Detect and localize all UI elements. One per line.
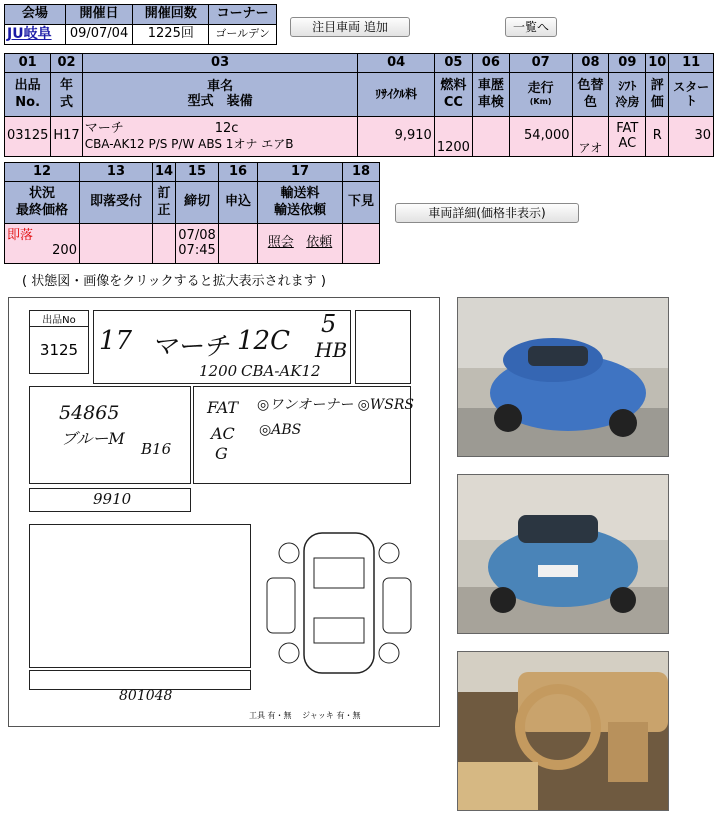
status-cell bbox=[5, 224, 80, 264]
col-num: 16 bbox=[219, 163, 258, 182]
col-venue-header: 会場 bbox=[5, 5, 66, 25]
col-num: 15 bbox=[176, 163, 219, 182]
sheet-color-code: B16 bbox=[141, 440, 172, 458]
deadline-cell bbox=[176, 224, 219, 264]
sheet-grade: 12C bbox=[237, 326, 290, 356]
col-num: 07 bbox=[509, 54, 572, 73]
sheet-inspector-box bbox=[355, 310, 411, 384]
column-header-row bbox=[5, 182, 380, 224]
status-value: 即落 bbox=[7, 227, 34, 243]
sheet-lot-label: 出品No bbox=[30, 311, 88, 327]
recycle-cell: 9,910 bbox=[358, 117, 434, 157]
car-rear-photo-icon bbox=[458, 475, 668, 633]
auction-header-table bbox=[4, 4, 277, 45]
col-num: 02 bbox=[51, 54, 82, 73]
instant-cell bbox=[79, 224, 152, 264]
vehicle-name: マーチ bbox=[84, 120, 124, 136]
model-header-label: 型式 装備 bbox=[187, 93, 253, 109]
shift-header: ｼﾌﾄ 冷房 bbox=[609, 73, 646, 117]
price-value: 200 bbox=[52, 242, 77, 258]
view-cell bbox=[342, 224, 379, 264]
mileage-cell: 54,000 bbox=[509, 117, 572, 157]
cc-cell: 1200 bbox=[434, 117, 472, 157]
col-num: 04 bbox=[358, 54, 434, 73]
sheet-notes-box bbox=[29, 524, 251, 668]
view-header: 下見 bbox=[342, 182, 379, 224]
correct-cell bbox=[152, 224, 175, 264]
instant-header: 即落受付 bbox=[79, 182, 152, 224]
col-num: 13 bbox=[79, 163, 152, 182]
col-num: 08 bbox=[572, 54, 609, 73]
request-link[interactable]: 依頼 bbox=[306, 235, 333, 251]
sheet-model: CBA-AK12 bbox=[241, 362, 321, 380]
venue-link[interactable]: JU岐阜 bbox=[7, 26, 52, 43]
car-interior-photo-icon bbox=[458, 652, 668, 810]
inquiry-link[interactable]: 照会 bbox=[267, 235, 294, 251]
photo-rear[interactable] bbox=[457, 474, 669, 634]
name-header bbox=[82, 73, 358, 117]
sheet-accessories: 工具 有・無 ジャッキ 有・無 bbox=[249, 711, 361, 720]
lot-header: 出品 No. bbox=[5, 73, 51, 117]
name-cell bbox=[82, 117, 358, 157]
sheet-mileage: 54865 bbox=[59, 402, 120, 424]
col-num: 01 bbox=[5, 54, 51, 73]
ac-value: AC bbox=[618, 135, 637, 151]
mileage-header bbox=[509, 73, 572, 117]
deadline-time: 07:45 bbox=[178, 242, 216, 258]
correct-header: 訂 正 bbox=[152, 182, 175, 224]
col-num: 18 bbox=[342, 163, 379, 182]
inspection-sheet-image[interactable] bbox=[8, 297, 440, 727]
sheet-score: 5 bbox=[321, 310, 337, 338]
sheet-options2: ◎ABS bbox=[259, 422, 302, 438]
col-session-header: 開催回数 bbox=[133, 5, 209, 25]
sheet-body: HB bbox=[315, 338, 348, 362]
sheet-color: ブルーM bbox=[61, 429, 125, 448]
color-cell: アオ bbox=[572, 117, 609, 157]
year-header: 年 式 bbox=[51, 73, 82, 117]
col-num: 11 bbox=[669, 54, 714, 73]
start-cell: 30 bbox=[669, 117, 714, 157]
mileage-header-label: 走行 bbox=[527, 81, 554, 97]
column-number-row bbox=[5, 163, 380, 182]
col-num: 05 bbox=[434, 54, 472, 73]
photo-interior[interactable] bbox=[457, 651, 669, 811]
col-num: 03 bbox=[82, 54, 358, 73]
col-num: 10 bbox=[646, 54, 669, 73]
shift-value: FAT bbox=[616, 120, 639, 136]
transport-cell bbox=[258, 224, 343, 264]
column-number-row bbox=[5, 54, 714, 73]
corner-cell: ゴールデン bbox=[209, 25, 277, 45]
sheet-ac: AC bbox=[211, 424, 235, 443]
col-num: 17 bbox=[258, 163, 343, 182]
score-header: 評 価 bbox=[646, 73, 669, 117]
score-cell: R bbox=[646, 117, 669, 157]
deadline-header: 締切 bbox=[176, 182, 219, 224]
date-cell: 09/07/04 bbox=[65, 25, 133, 45]
history-cell bbox=[472, 117, 509, 157]
start-header: スタート bbox=[669, 73, 714, 117]
apply-header: 申込 bbox=[219, 182, 258, 224]
sheet-name: マーチ bbox=[151, 332, 230, 362]
sheet-fuel: G bbox=[215, 444, 228, 463]
vehicle-row bbox=[5, 117, 714, 157]
vehicle-table bbox=[4, 53, 714, 157]
venue-cell[interactable] bbox=[5, 25, 66, 45]
col-num: 06 bbox=[472, 54, 509, 73]
color-header: 色替 色 bbox=[572, 73, 609, 117]
vehicle-detail-button[interactable]: 車両詳細(価格非表示) bbox=[395, 203, 579, 223]
mileage-unit: (Km) bbox=[529, 97, 552, 107]
car-condition-diagram bbox=[259, 513, 419, 693]
column-header-row bbox=[5, 73, 714, 117]
sheet-year: 17 bbox=[99, 326, 133, 356]
shift-cell bbox=[609, 117, 646, 157]
sheet-recycle: 9910 bbox=[93, 490, 132, 508]
car-front-photo-icon bbox=[458, 298, 668, 456]
name-header-label: 車名 bbox=[207, 78, 234, 94]
apply-cell bbox=[219, 224, 258, 264]
sheet-cc: 1200 bbox=[199, 362, 238, 380]
sheet-vin-box bbox=[29, 670, 251, 690]
fuel-header: 燃料 CC bbox=[434, 73, 472, 117]
deadline-date: 07/08 bbox=[178, 227, 216, 243]
list-button[interactable]: 一覧へ bbox=[505, 17, 557, 37]
col-corner-header: コーナー bbox=[209, 5, 277, 25]
sheet-serial: 801048 bbox=[119, 688, 173, 704]
sheet-lot-no: 3125 bbox=[39, 341, 79, 359]
col-num: 14 bbox=[152, 163, 175, 182]
vehicle-spec: CBA-AK12 P/S P/W ABS 1オナ エアB bbox=[84, 136, 294, 151]
bidding-table bbox=[4, 162, 380, 264]
lot-cell: 03125 bbox=[5, 117, 51, 157]
col-num: 12 bbox=[5, 163, 80, 182]
sheet-lot-box bbox=[29, 310, 89, 374]
col-num: 09 bbox=[609, 54, 646, 73]
col-date-header: 開催日 bbox=[65, 5, 133, 25]
bidding-row bbox=[5, 224, 380, 264]
transport-header: 輸送料 輸送依頼 bbox=[258, 182, 343, 224]
history-header: 車歴 車検 bbox=[472, 73, 509, 117]
vehicle-grade: 12c bbox=[214, 120, 239, 136]
sheet-shift: FAT bbox=[207, 398, 239, 417]
enlarge-note: ( 状態図・画像をクリックすると拡大表示されます ) bbox=[22, 274, 326, 289]
photo-front[interactable] bbox=[457, 297, 669, 457]
status-header: 状況 最終価格 bbox=[5, 182, 80, 224]
add-watch-button[interactable]: 注目車両 追加 bbox=[290, 17, 410, 37]
session-cell: 1225回 bbox=[133, 25, 209, 45]
recycle-header: ﾘｻｲｸﾙ料 bbox=[358, 73, 434, 117]
sheet-options1: ◎ワンオーナー ◎WSRS bbox=[257, 397, 414, 413]
year-cell: H17 bbox=[51, 117, 82, 157]
